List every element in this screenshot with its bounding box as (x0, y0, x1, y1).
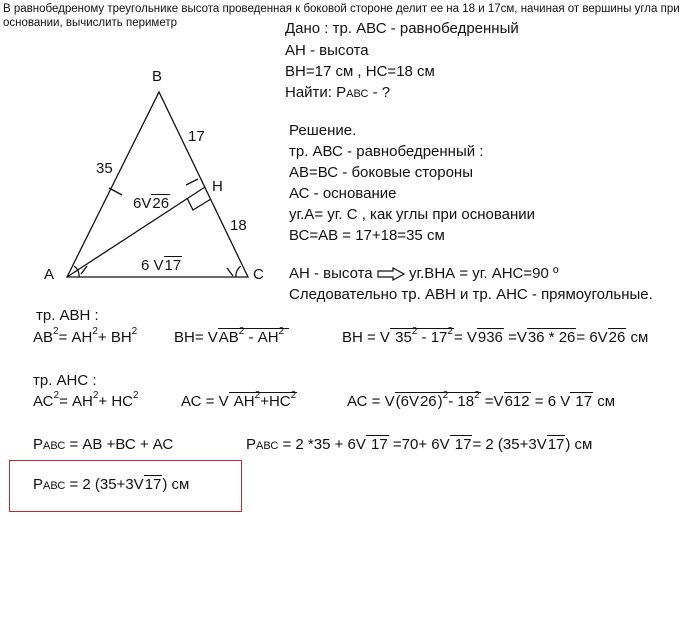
vertex-c-label: C (253, 266, 264, 283)
problem-line-1: В равнобедреному треугольнике высота проведенная к боковой стороне делит ее на 18 и 17см, начиная от вершины угла при (3, 3, 680, 15)
abh-eq-3: ВН = V $35^2 - 17^2= V936 =V36 * 26= 6V26$ см (342, 326, 649, 346)
abh-eq-1: $АВ^2= АН^2+ ВН^2$ (33, 326, 138, 346)
solution-line-2: АВ=ВС - боковые стороны (289, 164, 473, 181)
solution-line-1: тр. АВС - равнобедренный : (289, 143, 484, 160)
ahc-title: тр. АНС : (33, 372, 97, 389)
tick-ab (109, 188, 122, 195)
abh-title: тр. АВН : (36, 307, 99, 324)
solution-line-4: уг.А= уг. С , как углы при основании (289, 206, 536, 223)
tick-bc (186, 179, 198, 185)
side-bh-label: 17 (188, 128, 205, 145)
ahc-eq-3: АС = $V(6V26)^2-$ $18^2 =V612 = 6$ V 17 см (347, 390, 616, 410)
implies-arrow-icon (377, 267, 405, 281)
solution-title: Решение. (289, 122, 357, 139)
altitude-ah-label: 6V26 (133, 195, 170, 212)
vertex-h-label: H (212, 178, 223, 195)
angle-arc-c (236, 266, 241, 277)
answer-text: РАВС = 2 (35+3V17) см (33, 476, 190, 493)
side-hc-label: 18 (230, 217, 247, 234)
ahc-eq-1: $АС^2= АН^2+ НС^2$ (33, 390, 139, 410)
vertex-b-label: B (152, 68, 163, 85)
ahc-eq-2: АС = V $АН^2+НС^2$ (181, 390, 297, 410)
angle-c-mark (227, 268, 233, 276)
solution-line-7: Следовательно тр. АВН и тр. АНС - прямоугольные. (289, 286, 653, 303)
given-line-4: Найти: РАВС - ? (285, 84, 391, 101)
perimeter-eq-1: РАВС = АВ +ВС + АС (33, 436, 174, 453)
given-line-3: ВН=17 см , НС=18 см (285, 63, 435, 80)
perimeter-eq-2: РАВС = 2 *35 + 6V 17 =70+ 6V 17= 2 (35+3V17) см (246, 436, 593, 453)
abh-eq-2: $ВН= VАВ^2 - АН^2$ (174, 329, 289, 346)
vertex-a-label: A (44, 266, 55, 283)
side-ab-label: 35 (96, 160, 113, 177)
solution-line-3: АС - основание (289, 185, 397, 202)
given-line-1: Дано : тр. АВС - равнобедренный (285, 20, 519, 37)
problem-line-2: основании, вычислить периметр (3, 17, 178, 29)
right-angle-mark (187, 198, 211, 210)
solution-line-6: АН - высота уг.ВНА = уг. АНС=90 º (289, 265, 559, 282)
base-ac-label: 6 V17 (141, 257, 182, 274)
solution-line-5: ВС=АВ = 17+18=35 см (289, 227, 445, 244)
given-line-2: АН - высота (285, 42, 369, 59)
